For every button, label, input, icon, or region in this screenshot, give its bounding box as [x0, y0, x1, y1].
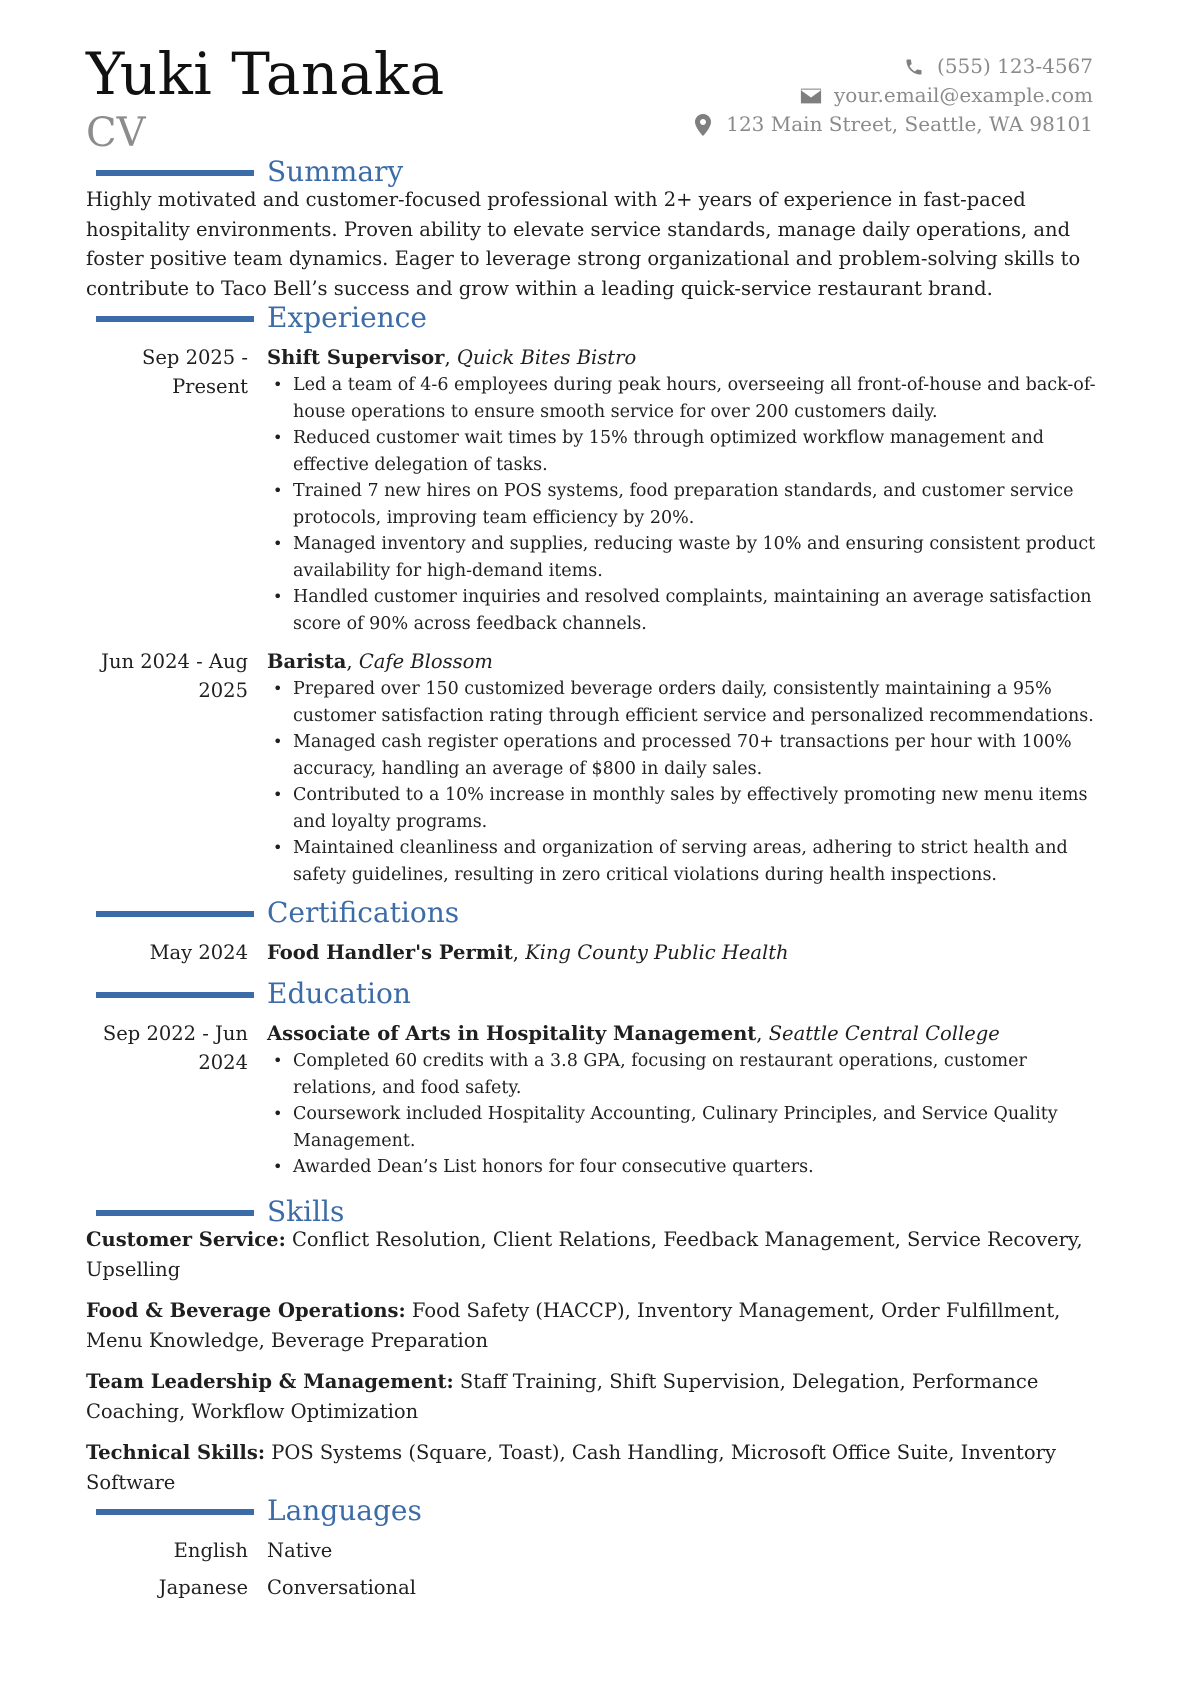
- entry-date: May 2024: [149, 941, 248, 964]
- bullet-item: • Trained 7 new hires on POS systems, food preparation standards, and customer service protocols, improving team efficiency by 20%.: [267, 478, 1107, 531]
- address-text: 123 Main Street, Seattle, WA 98101: [726, 112, 1093, 136]
- section-summary-heading: [0, 156, 700, 188]
- skill-value: POS Systems (Square, Toast), Cash Handling, Microsoft Office Suite, Inventory Software: [86, 1441, 1056, 1494]
- skill-label: Team Leadership & Management:: [86, 1370, 454, 1393]
- certification-issuer: King County Public Health: [525, 941, 789, 964]
- phone-text: (555) 123-4567: [937, 54, 1093, 78]
- section-certifications-heading: [0, 897, 700, 929]
- skill-label: Food & Beverage Operations:: [86, 1299, 406, 1322]
- entry-heading: Associate of Arts in Hospitality Management, Seattle Central College: [267, 1022, 1000, 1045]
- section-languages-heading: [0, 1495, 700, 1527]
- bullet-item: • Maintained cleanliness and organization of serving areas, adhering to strict health and safety guidelines, resulting in zero critical violations during health inspections.: [267, 835, 1107, 888]
- language-name: Japanese: [158, 1576, 248, 1599]
- section-accent-bar: [96, 170, 254, 176]
- map-pin-icon: [692, 114, 714, 136]
- bullet-item: • Managed inventory and supplies, reducing waste by 10% and ensuring consistent product availability for high-demand items.: [267, 531, 1107, 584]
- entry-body: [267, 938, 1107, 967]
- section-title: Education: [267, 977, 411, 1010]
- bullet-item: • Managed cash register operations and processed 70+ transactions per hour with 100% accuracy, handling an average of $800 in daily sales.: [267, 729, 1107, 782]
- skill-row: [86, 1296, 1121, 1355]
- entry-heading: Food Handler's Permit, King County Public Health: [267, 941, 789, 964]
- skill-row: [86, 1225, 1121, 1284]
- skill-value: Staff Training, Shift Supervision, Delegation, Performance Coaching, Workflow Optimization: [86, 1370, 1039, 1423]
- contact-address: [692, 110, 1093, 139]
- job-title: Shift Supervisor: [267, 346, 445, 369]
- school: Seattle Central College: [768, 1022, 1000, 1045]
- section-title: Languages: [267, 1494, 422, 1527]
- candidate-name: Yuki Tanaka: [86, 40, 445, 108]
- skill-value: Food Safety (HACCP), Inventory Management, Order Fulfillment, Menu Knowledge, Beverage Preparation: [86, 1299, 1061, 1352]
- skill-label: Customer Service:: [86, 1228, 286, 1251]
- entry-heading: Shift Supervisor, Quick Bites Bistro: [267, 346, 637, 369]
- skill-row: [86, 1438, 1121, 1497]
- skill-row: [86, 1367, 1121, 1426]
- section-skills-heading: [0, 1196, 700, 1228]
- certification-name: Food Handler's Permit: [267, 941, 513, 964]
- job-title: Barista: [267, 650, 347, 673]
- section-education-heading: [0, 978, 700, 1010]
- bullet-item: • Completed 60 credits with a 3.8 GPA, focusing on restaurant operations, customer relations, and food safety.: [267, 1048, 1107, 1101]
- entry-body: [267, 647, 1107, 888]
- employer: Cafe Blossom: [358, 650, 493, 673]
- email-text: your.email@example.com: [833, 83, 1093, 107]
- envelope-icon: [800, 85, 822, 107]
- entry-heading: Barista, Cafe Blossom: [267, 650, 493, 673]
- bullet-list: [267, 676, 1107, 888]
- language-level: Conversational: [267, 1576, 416, 1599]
- section-accent-bar: [96, 992, 254, 998]
- bullet-item: • Prepared over 150 customized beverage orders daily, consistently maintaining a 95% customer satisfaction rating through efficient service and personalized recommendations.: [267, 676, 1107, 729]
- section-title: Experience: [267, 301, 427, 334]
- skill-value: Conflict Resolution, Client Relations, Feedback Management, Service Recovery, Upselling: [86, 1228, 1083, 1281]
- skill-label: Technical Skills:: [86, 1441, 266, 1464]
- language-row: [0, 1536, 600, 1566]
- bullet-list: [267, 1048, 1107, 1181]
- bullet-item: • Led a team of 4-6 employees during peak hours, overseeing all front-of-house and back-of-house operations to ensure smooth service for over 200 customers daily.: [267, 372, 1107, 425]
- contact-block: [692, 52, 1093, 139]
- section-accent-bar: [96, 1509, 254, 1515]
- section-title: Certifications: [267, 896, 460, 929]
- employer: Quick Bites Bistro: [456, 346, 637, 369]
- section-title: Skills: [267, 1195, 345, 1228]
- bullet-item: • Handled customer inquiries and resolved complaints, maintaining an average satisfaction score of 90% across feedback channels.: [267, 584, 1107, 637]
- bullet-item: • Awarded Dean’s List honors for four consecutive quarters.: [267, 1154, 1107, 1181]
- section-title: Summary: [267, 155, 404, 188]
- phone-icon: [903, 56, 925, 78]
- document-subtitle: CV: [86, 110, 146, 156]
- bullet-item: • Coursework included Hospitality Accounting, Culinary Principles, and Service Quality Management.: [267, 1101, 1107, 1154]
- bullet-item: • Reduced customer wait times by 15% through optimized workflow management and effective delegation of tasks.: [267, 425, 1107, 478]
- section-accent-bar: [96, 1210, 254, 1216]
- entry-date: Sep 2025 - Present: [142, 346, 248, 398]
- section-accent-bar: [96, 316, 254, 322]
- entry-body: [267, 1019, 1107, 1181]
- section-accent-bar: [96, 911, 254, 917]
- language-row: [0, 1573, 600, 1603]
- bullet-list: [267, 372, 1107, 637]
- summary-text: Highly motivated and customer-focused professional with 2+ years of experience in fast-paced hospitality environments. Proven ability to elevate service standards, manage daily operations, and foster positive team dynamics. Eager to leverage strong organizational and problem-solving skills to contribute to Taco Bell’s success and grow within a leading quick-service restaurant brand.: [86, 188, 1081, 300]
- entry-body: [267, 343, 1107, 637]
- bullet-item: • Contributed to a 10% increase in monthly sales by effectively promoting new menu items and loyalty programs.: [267, 782, 1107, 835]
- contact-phone: [692, 52, 1093, 81]
- degree: Associate of Arts in Hospitality Management: [267, 1022, 757, 1045]
- contact-email: [692, 81, 1093, 110]
- language-name: English: [173, 1539, 248, 1562]
- entry-date: Jun 2024 - Aug 2025: [101, 650, 248, 702]
- entry-date: Sep 2022 - Jun 2024: [102, 1022, 248, 1074]
- language-level: Native: [267, 1539, 333, 1562]
- section-experience-heading: [0, 302, 700, 334]
